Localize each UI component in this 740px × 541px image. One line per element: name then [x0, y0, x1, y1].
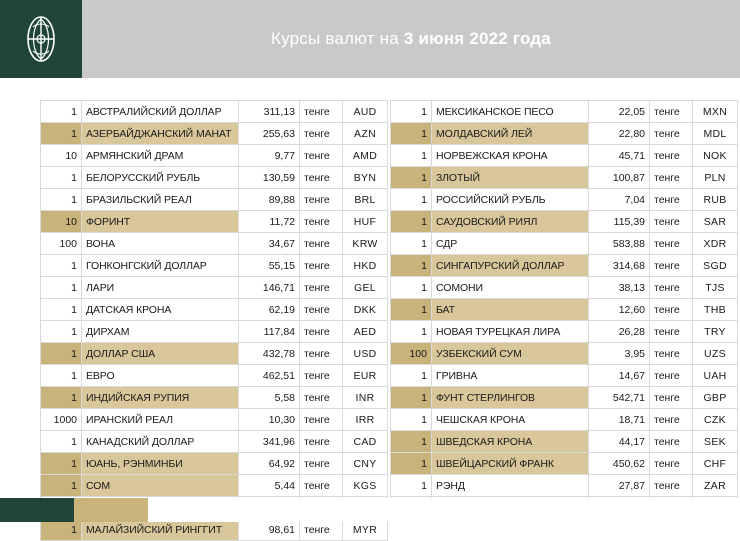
currency-rate: 11,72: [239, 211, 300, 233]
currency-name: МЕКСИКАНСКОЕ ПЕСО: [432, 101, 589, 123]
currency-code: SEK: [693, 431, 738, 453]
currency-rate: 3,95: [589, 343, 650, 365]
currency-rate: 130,59: [239, 167, 300, 189]
currency-unit: тенге: [300, 189, 343, 211]
currency-name: МОЛДАВСКИЙ ЛЕЙ: [432, 123, 589, 145]
page-title: [82, 0, 740, 78]
table-row: [41, 431, 388, 453]
currency-quantity: 1: [41, 299, 82, 321]
currency-name: ЮАНЬ, РЭНМИНБИ: [82, 453, 239, 475]
currency-quantity: 1: [391, 211, 432, 233]
table-row: [391, 211, 738, 233]
currency-rate: 146,71: [239, 277, 300, 299]
table-row: [391, 233, 738, 255]
currency-code: NOK: [693, 145, 738, 167]
currency-rate: 55,15: [239, 255, 300, 277]
currency-unit: тенге: [650, 167, 693, 189]
currency-unit: тенге: [650, 343, 693, 365]
currency-unit: тенге: [650, 365, 693, 387]
rates-column-right: [390, 100, 728, 541]
table-row: [391, 431, 738, 453]
currency-quantity: 1: [41, 343, 82, 365]
currency-unit: тенге: [650, 431, 693, 453]
table-row: [41, 475, 388, 497]
currency-quantity: 1: [391, 233, 432, 255]
currency-code: THB: [693, 299, 738, 321]
table-row: [391, 277, 738, 299]
currency-quantity: 1: [391, 453, 432, 475]
currency-quantity: 1: [391, 431, 432, 453]
table-row: [41, 277, 388, 299]
currency-unit: тенге: [300, 387, 343, 409]
currency-rate: 462,51: [239, 365, 300, 387]
currency-quantity: 1: [41, 453, 82, 475]
currency-quantity: 1: [391, 255, 432, 277]
currency-unit: тенге: [300, 123, 343, 145]
currency-quantity: 100: [41, 233, 82, 255]
currency-name: СОМОНИ: [432, 277, 589, 299]
currency-name: УЗБЕКСКИЙ СУМ: [432, 343, 589, 365]
currency-name: АЗЕРБАЙДЖАНСКИЙ МАНАТ: [82, 123, 239, 145]
currency-unit: тенге: [650, 409, 693, 431]
table-row: [391, 167, 738, 189]
currency-code: AMD: [343, 145, 388, 167]
currency-rate: 18,71: [589, 409, 650, 431]
currency-unit: тенге: [650, 101, 693, 123]
currency-quantity: 1: [391, 101, 432, 123]
currency-rate: 314,68: [589, 255, 650, 277]
currency-quantity: 1: [391, 321, 432, 343]
currency-quantity: 1: [391, 145, 432, 167]
currency-code: AUD: [343, 101, 388, 123]
currency-code: CAD: [343, 431, 388, 453]
currency-name: ШВЕЙЦАРСКИЙ ФРАНК: [432, 453, 589, 475]
currency-rate: 341,96: [239, 431, 300, 453]
table-row: [41, 211, 388, 233]
currency-code: RUB: [693, 189, 738, 211]
currency-code: MXN: [693, 101, 738, 123]
currency-rate: 7,04: [589, 189, 650, 211]
table-row: [391, 189, 738, 211]
logo-container: [0, 0, 82, 78]
national-bank-emblem-icon: [19, 13, 63, 65]
currency-unit: тенге: [650, 145, 693, 167]
currency-quantity: 1: [41, 123, 82, 145]
table-row: [41, 167, 388, 189]
currency-rate: 100,87: [589, 167, 650, 189]
currency-name: БРАЗИЛЬСКИЙ РЕАЛ: [82, 189, 239, 211]
currency-quantity: 1: [391, 387, 432, 409]
currency-unit: тенге: [650, 475, 693, 497]
footer-bar-green: [0, 498, 74, 522]
currency-code: MYR: [343, 519, 388, 541]
currency-rate: 62,19: [239, 299, 300, 321]
currency-quantity: 1: [391, 409, 432, 431]
table-row: [41, 321, 388, 343]
currency-rate: 255,63: [239, 123, 300, 145]
currency-unit: тенге: [650, 233, 693, 255]
currency-rate: 22,80: [589, 123, 650, 145]
currency-name: РОССИЙСКИЙ РУБЛЬ: [432, 189, 589, 211]
currency-code: MDL: [693, 123, 738, 145]
currency-name: ДИРХАМ: [82, 321, 239, 343]
table-row: [41, 409, 388, 431]
currency-name: ФОРИНТ: [82, 211, 239, 233]
currency-code: BRL: [343, 189, 388, 211]
currency-name: ЗЛОТЫЙ: [432, 167, 589, 189]
currency-code: GEL: [343, 277, 388, 299]
currency-unit: тенге: [300, 299, 343, 321]
currency-unit: тенге: [650, 211, 693, 233]
currency-quantity: 10: [41, 211, 82, 233]
currency-name: СДР: [432, 233, 589, 255]
currency-code: KRW: [343, 233, 388, 255]
currency-code: DKK: [343, 299, 388, 321]
currency-rate: 432,78: [239, 343, 300, 365]
currency-quantity: 1: [391, 365, 432, 387]
currency-rate: 542,71: [589, 387, 650, 409]
page-header: [0, 0, 740, 78]
currency-name: НОВАЯ ТУРЕЦКАЯ ЛИРА: [432, 321, 589, 343]
currency-unit: тенге: [650, 321, 693, 343]
currency-name: САУДОВСКИЙ РИЯЛ: [432, 211, 589, 233]
currency-name: ЛАРИ: [82, 277, 239, 299]
currency-rate: 98,61: [239, 519, 300, 541]
currency-quantity: 1: [391, 189, 432, 211]
currency-rate: 38,13: [589, 277, 650, 299]
currency-rate: 44,17: [589, 431, 650, 453]
currency-quantity: 1000: [41, 409, 82, 431]
table-row: [391, 387, 738, 409]
currency-name: ВОНА: [82, 233, 239, 255]
currency-rate: 9,77: [239, 145, 300, 167]
currency-name: МАЛАЙЗИЙСКИЙ РИНГГИТ: [82, 519, 239, 541]
currency-quantity: 1: [41, 255, 82, 277]
currency-unit: тенге: [300, 343, 343, 365]
currency-unit: тенге: [650, 255, 693, 277]
currency-code: TJS: [693, 277, 738, 299]
currency-unit: тенге: [300, 365, 343, 387]
currency-name: ФУНТ СТЕРЛИНГОВ: [432, 387, 589, 409]
currency-quantity: 1: [41, 167, 82, 189]
currency-unit: тенге: [650, 123, 693, 145]
currency-quantity: 1: [391, 167, 432, 189]
currency-name: СОМ: [82, 475, 239, 497]
table-row: [391, 101, 738, 123]
currency-unit: тенге: [650, 387, 693, 409]
currency-code: SGD: [693, 255, 738, 277]
currency-unit: тенге: [300, 101, 343, 123]
table-row: [41, 255, 388, 277]
currency-unit: тенге: [300, 255, 343, 277]
rates-column-left: [40, 100, 378, 541]
table-row: [41, 101, 388, 123]
table-row: [41, 387, 388, 409]
table-row: [391, 365, 738, 387]
currency-unit: тенге: [300, 453, 343, 475]
currency-name: НОРВЕЖСКАЯ КРОНА: [432, 145, 589, 167]
currency-quantity: 1: [41, 431, 82, 453]
currency-rate: 12,60: [589, 299, 650, 321]
currency-unit: тенге: [300, 233, 343, 255]
currency-unit: тенге: [300, 211, 343, 233]
table-row: [41, 343, 388, 365]
currency-rate: 64,92: [239, 453, 300, 475]
currency-quantity: 1: [41, 277, 82, 299]
currency-quantity: 1: [41, 321, 82, 343]
currency-code: USD: [343, 343, 388, 365]
footer-bar-white: [148, 498, 740, 522]
table-row: [391, 255, 738, 277]
currency-unit: тенге: [650, 277, 693, 299]
currency-unit: тенге: [300, 167, 343, 189]
currency-code: AED: [343, 321, 388, 343]
currency-rate: 583,88: [589, 233, 650, 255]
currency-name: АВСТРАЛИЙСКИЙ ДОЛЛАР: [82, 101, 239, 123]
currency-code: BYN: [343, 167, 388, 189]
currency-name: ГРИВНА: [432, 365, 589, 387]
rates-columns: [0, 100, 740, 541]
currency-quantity: 1: [41, 101, 82, 123]
currency-quantity: 1: [391, 299, 432, 321]
currency-quantity: 1: [391, 475, 432, 497]
currency-name: ЕВРО: [82, 365, 239, 387]
currency-name: АРМЯНСКИЙ ДРАМ: [82, 145, 239, 167]
currency-rate: 26,28: [589, 321, 650, 343]
currency-quantity: 1: [41, 189, 82, 211]
table-row: [41, 453, 388, 475]
currency-code: CNY: [343, 453, 388, 475]
currency-name: БАТ: [432, 299, 589, 321]
currency-quantity: 1: [41, 387, 82, 409]
currency-code: AZN: [343, 123, 388, 145]
currency-quantity: 1: [41, 519, 82, 541]
table-row: [41, 233, 388, 255]
currency-unit: тенге: [300, 321, 343, 343]
currency-rate: 5,44: [239, 475, 300, 497]
currency-rate: 5,58: [239, 387, 300, 409]
page-title-date: 3 июня 2022 года: [403, 29, 551, 48]
currency-quantity: 1: [391, 123, 432, 145]
currency-name: ДОЛЛАР США: [82, 343, 239, 365]
table-row: [41, 123, 388, 145]
currency-code: SAR: [693, 211, 738, 233]
currency-quantity: 100: [391, 343, 432, 365]
currency-unit: тенге: [650, 189, 693, 211]
currency-code: PLN: [693, 167, 738, 189]
currency-rate: 117,84: [239, 321, 300, 343]
currency-name: СИНГАПУРСКИЙ ДОЛЛАР: [432, 255, 589, 277]
table-row: [391, 409, 738, 431]
currency-name: КАНАДСКИЙ ДОЛЛАР: [82, 431, 239, 453]
table-row: [391, 145, 738, 167]
currency-code: ZAR: [693, 475, 738, 497]
currency-unit: тенге: [300, 431, 343, 453]
currency-code: XDR: [693, 233, 738, 255]
currency-rate: 311,13: [239, 101, 300, 123]
rates-table-left: [40, 100, 388, 541]
page-title-plain: Курсы валют на: [271, 29, 399, 48]
currency-quantity: 10: [41, 145, 82, 167]
currency-code: TRY: [693, 321, 738, 343]
currency-code: UZS: [693, 343, 738, 365]
currency-quantity: 1: [41, 475, 82, 497]
currency-rate: 22,05: [589, 101, 650, 123]
table-row: [41, 299, 388, 321]
currency-rate: 450,62: [589, 453, 650, 475]
currency-code: EUR: [343, 365, 388, 387]
currency-rate: 14,67: [589, 365, 650, 387]
table-row: [391, 343, 738, 365]
currency-code: KGS: [343, 475, 388, 497]
currency-name: РЭНД: [432, 475, 589, 497]
currency-unit: тенге: [300, 475, 343, 497]
currency-code: HUF: [343, 211, 388, 233]
currency-code: GBP: [693, 387, 738, 409]
table-row: [391, 299, 738, 321]
rates-table-right: [390, 100, 738, 519]
currency-unit: тенге: [300, 145, 343, 167]
currency-rate: 115,39: [589, 211, 650, 233]
currency-code: CZK: [693, 409, 738, 431]
table-row: [391, 123, 738, 145]
currency-code: INR: [343, 387, 388, 409]
currency-rate: 89,88: [239, 189, 300, 211]
table-row: [391, 321, 738, 343]
currency-unit: тенге: [650, 453, 693, 475]
currency-unit: тенге: [650, 299, 693, 321]
footer-decoration: [0, 498, 740, 522]
table-row: [391, 453, 738, 475]
currency-name: ЧЕШСКАЯ КРОНА: [432, 409, 589, 431]
currency-name: ИРАНСКИЙ РЕАЛ: [82, 409, 239, 431]
currency-name: ДАТСКАЯ КРОНА: [82, 299, 239, 321]
currency-unit: тенге: [300, 277, 343, 299]
currency-rate: 34,67: [239, 233, 300, 255]
currency-name: ШВЕДСКАЯ КРОНА: [432, 431, 589, 453]
table-row: [41, 365, 388, 387]
currency-unit: тенге: [300, 519, 343, 541]
currency-rate: 45,71: [589, 145, 650, 167]
currency-unit: тенге: [300, 409, 343, 431]
currency-code: UAH: [693, 365, 738, 387]
currency-code: CHF: [693, 453, 738, 475]
footer-bar-gold: [74, 498, 148, 522]
currency-name: БЕЛОРУССКИЙ РУБЛЬ: [82, 167, 239, 189]
table-row: [391, 475, 738, 497]
currency-code: IRR: [343, 409, 388, 431]
table-row: [41, 189, 388, 211]
currency-name: ИНДИЙСКАЯ РУПИЯ: [82, 387, 239, 409]
currency-code: HKD: [343, 255, 388, 277]
currency-quantity: 1: [41, 365, 82, 387]
currency-name: ГОНКОНГСКИЙ ДОЛЛАР: [82, 255, 239, 277]
currency-quantity: 1: [391, 277, 432, 299]
table-row: [41, 145, 388, 167]
currency-rate: 27,87: [589, 475, 650, 497]
currency-rate: 10,30: [239, 409, 300, 431]
